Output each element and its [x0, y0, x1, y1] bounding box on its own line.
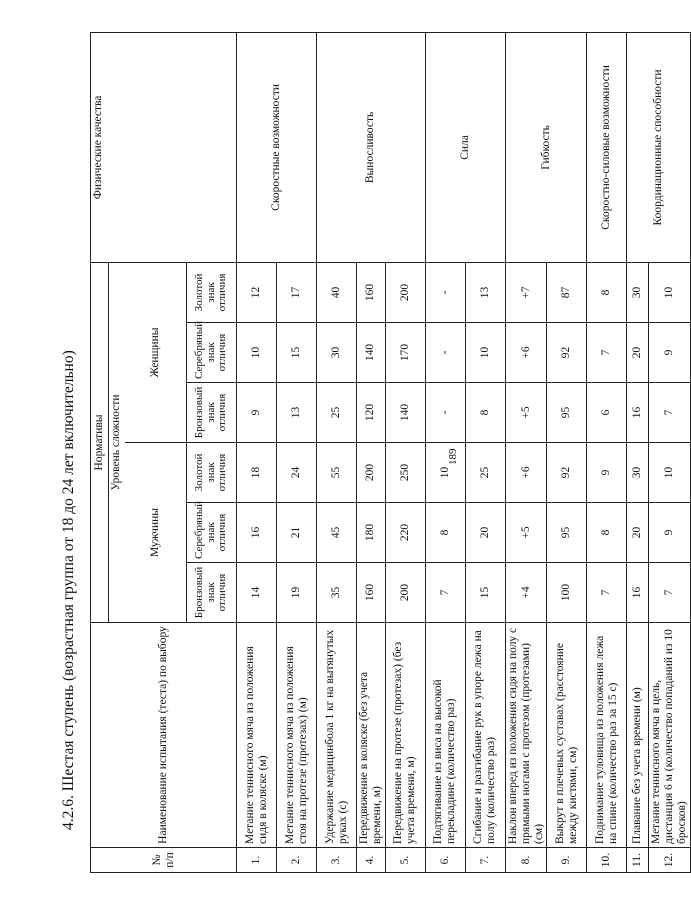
value-cell: 8 [465, 383, 505, 443]
value-cell: 25 [465, 443, 505, 503]
header-num: № п/п [91, 848, 237, 873]
header-qualities: Физические качества [91, 32, 237, 262]
test-name: Сгибание и разгибание рук в упоре лежа на полу (количество раз) [465, 623, 505, 848]
row-num: 6. [425, 848, 465, 873]
test-name: Выкрут в плечевых суставах (расстояние между кистями, см) [547, 623, 587, 848]
value-cell: 95 [547, 503, 587, 563]
quality-strength: Сила [425, 32, 505, 262]
row-num: 12. [649, 848, 691, 873]
value-cell: 24 [277, 443, 317, 503]
quality-speed-strength: Скоростно-силовые возможности [587, 32, 627, 262]
value-cell: 13 [465, 262, 505, 322]
value-cell: 7 [587, 563, 627, 623]
value-cell: 12 [237, 262, 277, 322]
value-cell: +5 [505, 503, 547, 563]
value-cell: 95 [547, 383, 587, 443]
row-num: 7. [465, 848, 505, 873]
test-name: Передвижение на протезе (протезах) (без учета времени, м) [385, 623, 425, 848]
value-cell: 10 [649, 443, 691, 503]
test-name: Метание теннисного мяча в цель, дистанция 6 м (количество попаданий из 10 бросков) [649, 623, 691, 848]
value-cell: 200 [385, 563, 425, 623]
value-cell: 250 [385, 443, 425, 503]
row-num: 1. [237, 848, 277, 873]
value-cell: 21 [277, 503, 317, 563]
row-num: 3. [317, 848, 357, 873]
test-name: Передвижение в коляске (без учета времени, м) [357, 623, 386, 848]
section-heading: 4.2.6. Шестая ступень (возрастная группа от 18 до 24 лет включительно) [60, 350, 77, 830]
value-cell: 17 [277, 262, 317, 322]
value-cell: - [425, 383, 465, 443]
row-num: 11. [627, 848, 649, 873]
value-cell: 20 [465, 503, 505, 563]
value-cell: 200 [357, 443, 386, 503]
value-cell: 35 [317, 563, 357, 623]
value-cell: 7 [425, 563, 465, 623]
standards-table [90, 32, 691, 873]
value-cell: 15 [465, 563, 505, 623]
test-name: Метание теннисного мяча из положения стоя на протезе (протезах) (м) [277, 623, 317, 848]
page-number: 189 [447, 448, 459, 465]
test-name: Подтягивание из виса на высокой перекладине (количество раз) [425, 623, 465, 848]
quality-coordination: Координационные способности [627, 32, 691, 262]
value-cell: 140 [357, 323, 386, 383]
header-level: Уровень сложности [109, 262, 125, 622]
value-cell: 9 [649, 503, 691, 563]
value-cell: 200 [385, 262, 425, 322]
header-women-silver: Серебряный знак отличия [187, 323, 237, 383]
quality-endurance: Выносливость [317, 32, 426, 262]
value-cell: 180 [357, 503, 386, 563]
header-men-silver: Серебряный знак отличия [187, 503, 237, 563]
value-cell: 10 [649, 262, 691, 322]
value-cell: 18 [237, 443, 277, 503]
value-cell: 40 [317, 262, 357, 322]
value-cell: 9 [649, 323, 691, 383]
value-cell: +6 [505, 443, 547, 503]
test-name: Поднимание туловища из положения лежа на спине (количество раз за 15 с) [587, 623, 627, 848]
test-name: Плавание без учета времени (м) [627, 623, 649, 848]
header-women-bronze: Бронзовый знак отличия [187, 383, 237, 443]
value-cell: 160 [357, 563, 386, 623]
test-name: Наклон вперед из положения сидя на полу с прямыми ногами с протезом (протезами) (см) [505, 623, 547, 848]
value-cell: 8 [587, 503, 627, 563]
header-test-name: Наименование испытания (теста) по выбору [91, 623, 237, 848]
value-cell: 30 [317, 323, 357, 383]
row-num: 10. [587, 848, 627, 873]
value-cell: - [425, 262, 465, 322]
value-cell: 120 [357, 383, 386, 443]
value-cell: 16 [627, 383, 649, 443]
value-cell: 55 [317, 443, 357, 503]
value-cell: 10 [237, 323, 277, 383]
value-cell: 7 [587, 323, 627, 383]
header-women: Женщины [125, 262, 187, 442]
row-num: 9. [547, 848, 587, 873]
header-men-bronze: Бронзовый знак отличия [187, 563, 237, 623]
value-cell: 10 [425, 443, 465, 503]
value-cell: 92 [547, 443, 587, 503]
value-cell: 87 [547, 262, 587, 322]
value-cell: 7 [649, 383, 691, 443]
value-cell: 15 [277, 323, 317, 383]
value-cell: 9 [587, 443, 627, 503]
value-cell: 16 [237, 503, 277, 563]
value-cell: 10 [465, 323, 505, 383]
value-cell: +5 [505, 383, 547, 443]
row-num: 2. [277, 848, 317, 873]
value-cell: 45 [317, 503, 357, 563]
value-cell: 8 [587, 262, 627, 322]
row-num: 4. [357, 848, 386, 873]
value-cell: +6 [505, 323, 547, 383]
value-cell: 92 [547, 323, 587, 383]
header-men: Мужчины [125, 443, 187, 623]
value-cell: 160 [357, 262, 386, 322]
value-cell: 14 [237, 563, 277, 623]
value-cell: +7 [505, 262, 547, 322]
test-name: Удержание медицинбола 1 кг на вытянутых руках (с) [317, 623, 357, 848]
value-cell: 16 [627, 563, 649, 623]
header-norms: Нормативы [91, 262, 109, 622]
value-cell: 140 [385, 383, 425, 443]
value-cell: 20 [627, 323, 649, 383]
value-cell: 100 [547, 563, 587, 623]
value-cell: 20 [627, 503, 649, 563]
value-cell: 30 [627, 262, 649, 322]
value-cell: +4 [505, 563, 547, 623]
value-cell: 30 [627, 443, 649, 503]
value-cell: 9 [237, 383, 277, 443]
value-cell: 19 [277, 563, 317, 623]
quality-speed: Скоростные возможности [237, 32, 317, 262]
value-cell: 8 [425, 503, 465, 563]
value-cell: 6 [587, 383, 627, 443]
test-name: Метание теннисного мяча из положения сидя в коляске (м) [237, 623, 277, 848]
value-cell: 7 [649, 563, 691, 623]
header-women-gold: Золотой знак отличия [187, 262, 237, 322]
value-cell: 13 [277, 383, 317, 443]
row-num: 5. [385, 848, 425, 873]
header-men-gold: Золотой знак отличия [187, 443, 237, 503]
row-num: 8. [505, 848, 547, 873]
value-cell: - [425, 323, 465, 383]
quality-flexibility: Гибкость [505, 32, 587, 262]
value-cell: 220 [385, 503, 425, 563]
value-cell: 25 [317, 383, 357, 443]
value-cell: 170 [385, 323, 425, 383]
